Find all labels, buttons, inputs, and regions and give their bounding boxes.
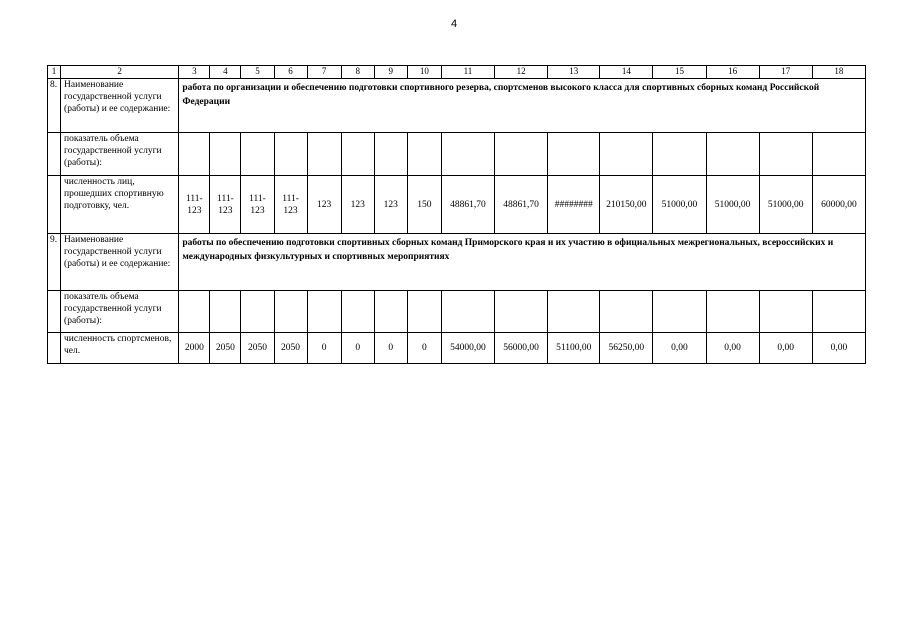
- empty-cell: [48, 291, 61, 333]
- value-cell: 123: [374, 176, 407, 234]
- empty-cell: [441, 291, 494, 333]
- value-cell: 2050: [241, 333, 274, 364]
- header-cell: 11: [441, 66, 494, 79]
- empty-cell: [274, 133, 307, 176]
- value-cell: 54000,00: [441, 333, 494, 364]
- value-cell: 0: [341, 333, 374, 364]
- value-cell: 111-123: [241, 176, 274, 234]
- volume-indicator-label: показатель объема государственной услуги (работы):: [61, 133, 179, 176]
- empty-cell: [407, 291, 441, 333]
- empty-cell: [179, 133, 210, 176]
- empty-cell: [179, 291, 210, 333]
- volume-indicator-label: показатель объема государственной услуги (работы):: [61, 291, 179, 333]
- empty-cell: [341, 291, 374, 333]
- value-cell: 51000,00: [653, 176, 706, 234]
- empty-cell: [812, 291, 865, 333]
- header-cell: 10: [407, 66, 441, 79]
- empty-cell: [759, 291, 812, 333]
- header-cell: 8: [341, 66, 374, 79]
- value-cell: 51100,00: [548, 333, 600, 364]
- empty-cell: [759, 133, 812, 176]
- header-cell: 6: [274, 66, 307, 79]
- header-cell: 7: [307, 66, 341, 79]
- header-cell: 2: [61, 66, 179, 79]
- value-cell: 2050: [274, 333, 307, 364]
- empty-cell: [210, 291, 241, 333]
- empty-cell: [48, 133, 61, 176]
- value-cell: 0,00: [653, 333, 706, 364]
- value-cell: 0,00: [812, 333, 865, 364]
- empty-cell: [495, 133, 548, 176]
- header-cell: 12: [495, 66, 548, 79]
- indicator-label: численность лиц, прошедших спортивную подготовку, чел.: [61, 176, 179, 234]
- empty-cell: [548, 133, 600, 176]
- header-cell: 1: [48, 66, 61, 79]
- header-cell: 17: [759, 66, 812, 79]
- empty-cell: [374, 291, 407, 333]
- empty-cell: [495, 291, 548, 333]
- header-cell: 15: [653, 66, 706, 79]
- empty-cell: [653, 133, 706, 176]
- value-cell: 0: [307, 333, 341, 364]
- header-cell: 9: [374, 66, 407, 79]
- table-row: [48, 133, 866, 176]
- header-cell: 16: [706, 66, 759, 79]
- header-cell: 3: [179, 66, 210, 79]
- empty-cell: [407, 133, 441, 176]
- section-number: 9.: [48, 234, 61, 291]
- empty-cell: [307, 133, 341, 176]
- empty-cell: [241, 133, 274, 176]
- service-description: работы по обеспечению подготовки спортивных сборных команд Приморского края и их участию в официальных межрегиональных, всероссийских и международных физкультурных и спортивных мероприятиях: [179, 234, 866, 291]
- value-cell: 51000,00: [706, 176, 759, 234]
- value-cell: 56250,00: [600, 333, 653, 364]
- value-cell: 0,00: [706, 333, 759, 364]
- header-cell: 4: [210, 66, 241, 79]
- value-cell: 0: [407, 333, 441, 364]
- value-cell: 111-123: [179, 176, 210, 234]
- table-row: [48, 333, 866, 364]
- empty-cell: [548, 291, 600, 333]
- value-cell: 2050: [210, 333, 241, 364]
- table-row: [48, 79, 866, 133]
- value-cell: 123: [341, 176, 374, 234]
- service-description: работа по организации и обеспечению подготовки спортивного резерва, спортсменов высокого класса для спортивных сборных команд Российской Федерации: [179, 79, 866, 133]
- header-cell: 18: [812, 66, 865, 79]
- value-cell: 0: [374, 333, 407, 364]
- value-cell: 0,00: [759, 333, 812, 364]
- value-cell: 48861,70: [441, 176, 494, 234]
- service-name-label: Наименование государственной услуги (работы) и ее содержание:: [61, 79, 179, 133]
- value-cell: 2000: [179, 333, 210, 364]
- value-cell: 210150,00: [600, 176, 653, 234]
- empty-cell: [812, 133, 865, 176]
- value-cell: ########: [548, 176, 600, 234]
- value-cell: 123: [307, 176, 341, 234]
- empty-cell: [307, 291, 341, 333]
- section-number: 8.: [48, 79, 61, 133]
- empty-cell: [241, 291, 274, 333]
- header-cell: 5: [241, 66, 274, 79]
- indicator-label: численность спортсменов, чел.: [61, 333, 179, 364]
- page-number: 4: [451, 18, 458, 30]
- empty-cell: [706, 291, 759, 333]
- empty-cell: [274, 291, 307, 333]
- value-cell: 150: [407, 176, 441, 234]
- empty-cell: [341, 133, 374, 176]
- table-row: [48, 176, 866, 234]
- header-cell: 13: [548, 66, 600, 79]
- empty-cell: [374, 133, 407, 176]
- header-cell: 14: [600, 66, 653, 79]
- empty-cell: [210, 133, 241, 176]
- value-cell: 48861,70: [495, 176, 548, 234]
- value-cell: 51000,00: [759, 176, 812, 234]
- value-cell: 60000,00: [812, 176, 865, 234]
- service-name-label: Наименование государственной услуги (работы) и ее содержание:: [61, 234, 179, 291]
- empty-cell: [653, 291, 706, 333]
- value-cell: 111-123: [274, 176, 307, 234]
- value-cell: 56000,00: [495, 333, 548, 364]
- empty-cell: [706, 133, 759, 176]
- empty-cell: [48, 333, 61, 364]
- table-row: [48, 234, 866, 291]
- empty-cell: [600, 133, 653, 176]
- data-table: [47, 65, 866, 364]
- value-cell: 111-123: [210, 176, 241, 234]
- header-row: [48, 66, 866, 79]
- table-row: [48, 291, 866, 333]
- empty-cell: [48, 176, 61, 234]
- empty-cell: [600, 291, 653, 333]
- empty-cell: [441, 133, 494, 176]
